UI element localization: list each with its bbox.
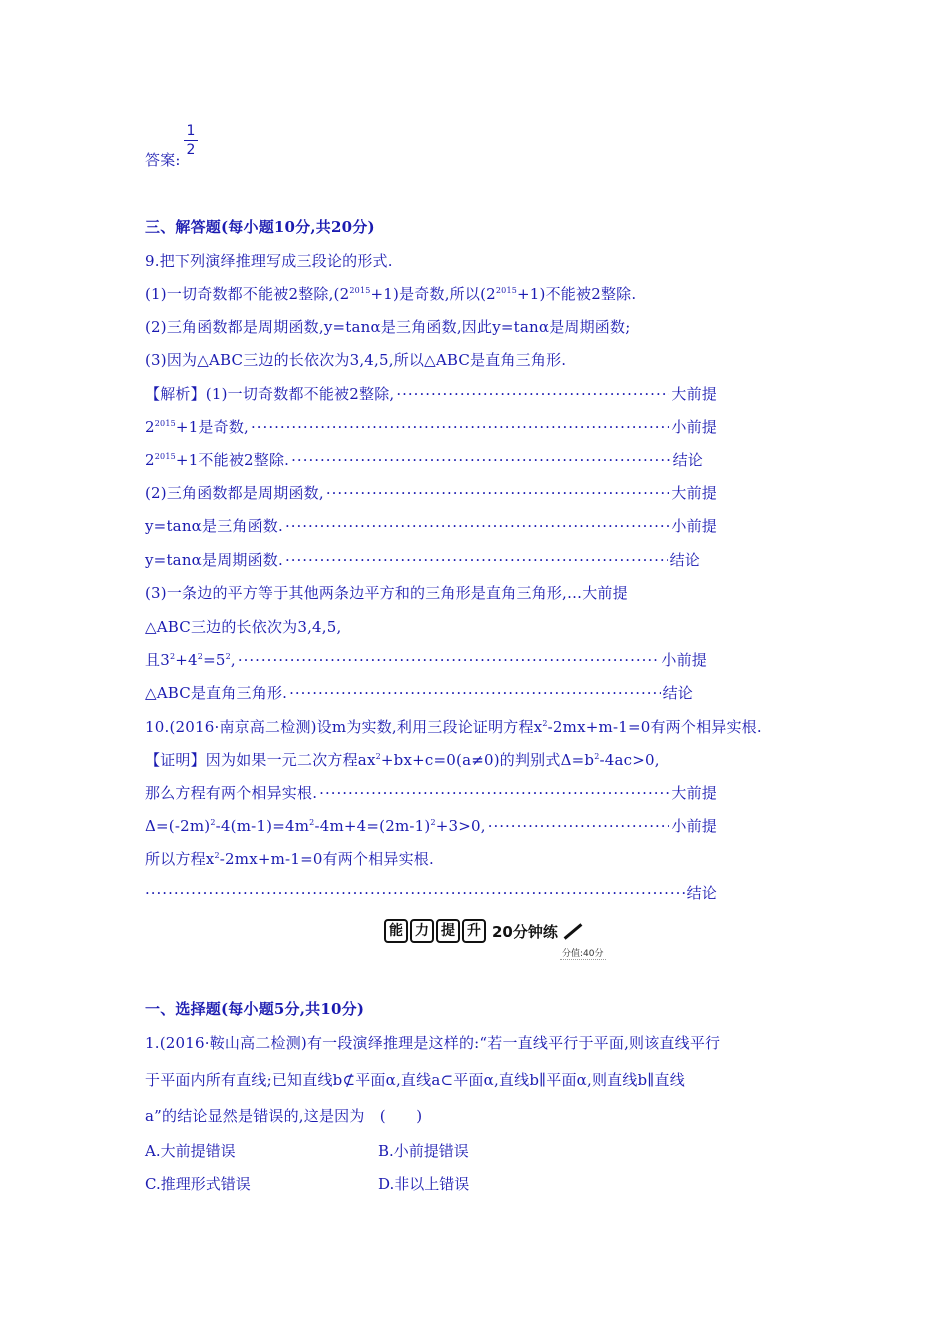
section3-title: 三、解答题(每小题10分,共20分): [145, 218, 375, 236]
analysis-line: $2^{2015}+1$不能被2整除. ····· 结论: [145, 450, 703, 470]
option-a: A.大前提错误: [145, 1142, 236, 1160]
answer-label: 答案:: [145, 151, 181, 169]
q9-part1: (1)一切奇数都不能被2整除$,(2^{2015}+1)$是奇数,所以$(2^{2015}+1)$不能被2整除.: [145, 285, 637, 303]
banner-char: 力: [410, 919, 434, 943]
q10-proof: 【证明】因为如果一元二次方程$ax^2+bx+c=0(a\ne 0)$的判别式$\Delta=b^2-4ac>0$,: [145, 751, 660, 769]
analysis-line: y=tanα是三角函数. ····· 小前提: [145, 516, 717, 536]
pen-icon: [563, 923, 582, 939]
fraction-numerator: 1: [186, 123, 196, 139]
analysis-line: $2^{2015}+1$是奇数, ····· 小前提: [145, 417, 717, 437]
q10-line: 所以方程$x^2-2mx+m-1=0$有两个相异实根.: [145, 850, 434, 868]
q1-line: a”的结论显然是错误的,这是因为 ( ): [145, 1107, 423, 1125]
q10-line: ····· 结论: [145, 883, 717, 903]
option-b: B.小前提错误: [378, 1142, 469, 1160]
score-label: 分值:40分: [560, 946, 606, 960]
answer-fraction: [184, 123, 198, 158]
analysis-line: y=tanα是周期函数. ····· 结论: [145, 550, 700, 570]
analysis-line: △ABC三边的长依次为3,4,5,: [145, 618, 342, 636]
q9-stem: 9.把下列演绎推理写成三段论的形式.: [145, 252, 393, 270]
banner-char: 升: [462, 919, 486, 943]
q1-line: 1.(2016·鞍山高二检测)有一段演绎推理是这样的:“若一直线平行于平面,则该直线平行: [145, 1034, 721, 1052]
q10-line: $\Delta=(-2m)^2-4(m-1)=4m^2-4m+4=(2m-1)^2+3>0$, ····· 小前提: [145, 816, 717, 836]
q1-line: 于平面内所有直线;已知直线b⊄平面α,直线a⊂平面α,直线b∥平面α,则直线b∥直线: [145, 1071, 685, 1089]
banner-char: 能: [384, 919, 408, 943]
q9-part3: (3)因为△ABC三边的长依次为3,4,5,所以△ABC是直角三角形.: [145, 351, 567, 369]
ability-banner: [384, 918, 584, 944]
analysis-line: (3)一条边的平方等于其他两条边平方和的三角形是直角三角形,…大前提: [145, 584, 628, 602]
banner-char: 提: [436, 919, 460, 943]
analysis-line: 且$3^2+4^2=5^2$, ····· 小前提: [145, 650, 707, 670]
q10-line: 那么方程有两个相异实根. ····· 大前提: [145, 783, 717, 803]
analysis-line: △ABC是直角三角形. ····· 结论: [145, 683, 693, 703]
banner-text: 20分钟练: [492, 922, 558, 941]
q9-part2: (2)三角函数都是周期函数,y=tanα是三角函数,因此y=tanα是周期函数;: [145, 318, 631, 336]
analysis-line: 【解析】(1)一切奇数都不能被2整除, ····· 大前提: [145, 384, 717, 404]
fraction-denominator: 2: [186, 142, 196, 158]
section1-title: 一、选择题(每小题5分,共10分): [145, 1000, 365, 1018]
option-d: D.非以上错误: [378, 1175, 470, 1193]
q10-stem: 10.(2016·南京高二检测)设m为实数,利用三段论证明方程$x^2-2mx+m-1=0$有两个相异实根.: [145, 718, 762, 736]
analysis-line: (2)三角函数都是周期函数, ····· 大前提: [145, 483, 717, 503]
option-c: C.推理形式错误: [145, 1175, 251, 1193]
